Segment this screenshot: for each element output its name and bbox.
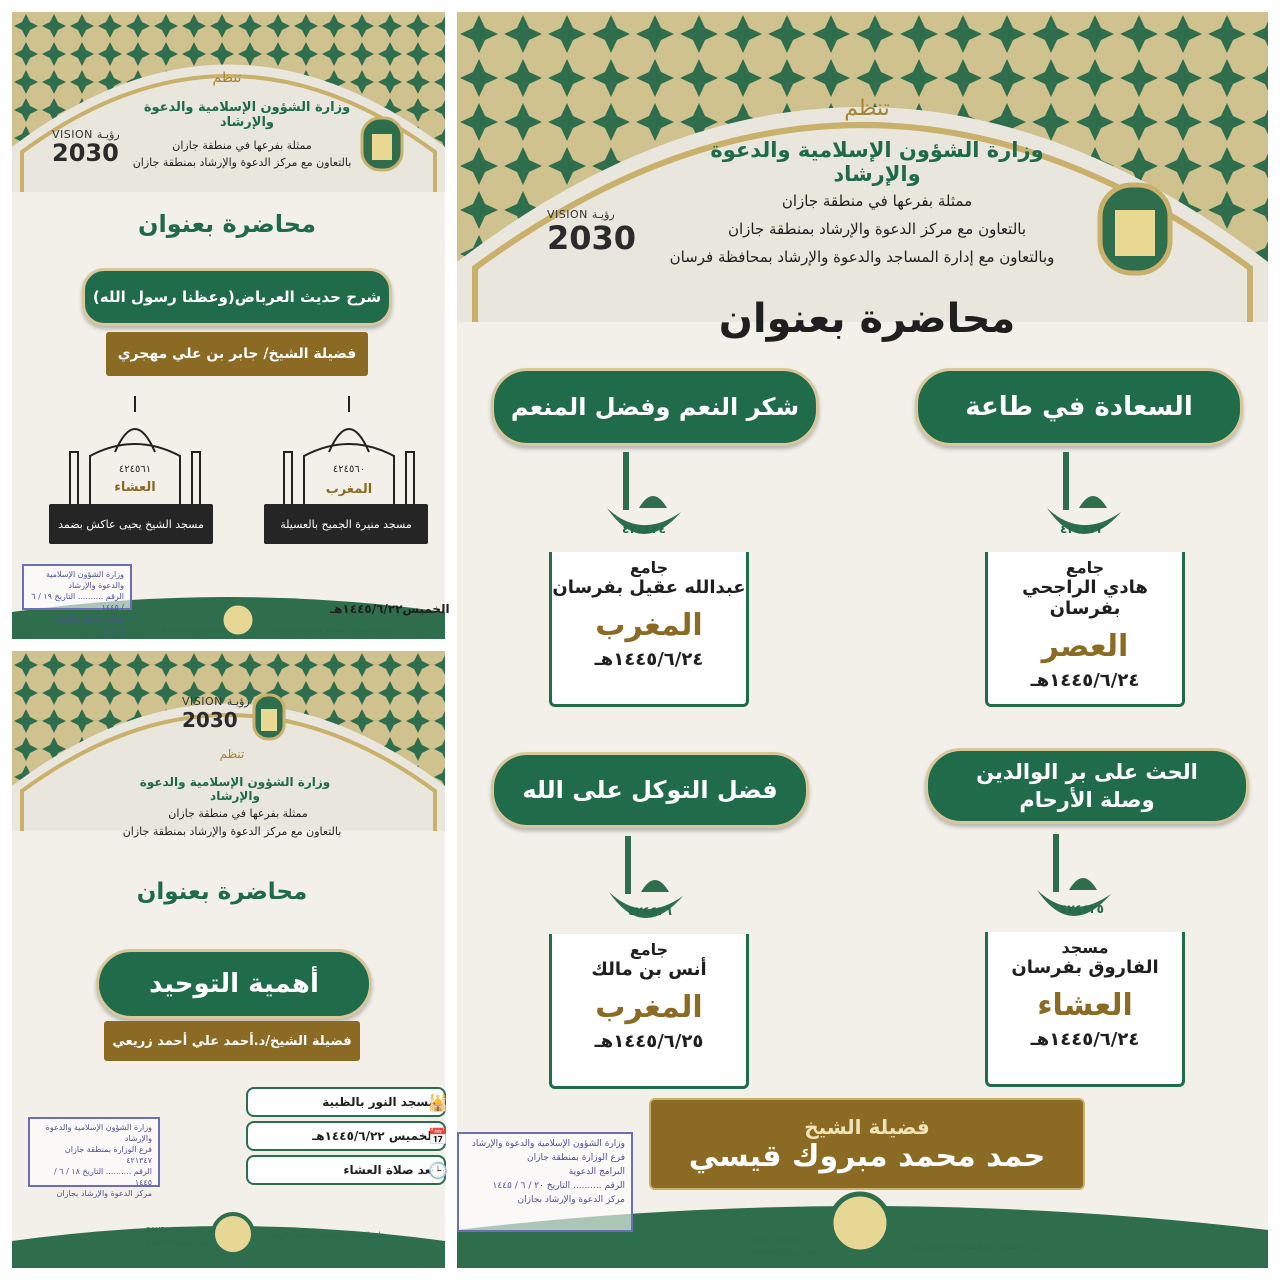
prayer-label: العصر — [1041, 629, 1129, 664]
footer-site: www.moia.gov.sa — [162, 626, 223, 634]
footer-ministry: وزارة الشؤون الإسلامية والدعوة والإرشاد — [907, 1242, 1044, 1251]
topic-pill: شرح حديث العرباض(وعظنا رسول الله) — [82, 268, 392, 326]
ministry-name: وزارة الشؤون الإسلامية والدعوة والإرشاد — [139, 775, 331, 803]
ministry-name: وزارة الشؤون الإسلامية والدعوة والإرشاد — [143, 100, 351, 130]
footer-site: www.moia.gov.sa — [747, 1248, 817, 1257]
approval-stamp: وزارة الشؤون الإسلامية والدعوة والإرشاد فرع الوزارة بمنطقة جازان ٤٢١٣٤٧ الرقم .......... التاريخ ١٨ / ٦ / ١٤٤٥ مركز الدعوة والإرشاد بجازان — [28, 1117, 160, 1187]
mosque-icon: 🕌 — [428, 1093, 448, 1112]
time-row — [246, 1155, 446, 1185]
vision-2030-logo: VISION رؤيـة 2030 — [547, 208, 637, 257]
branch-line: ممثلة بفرعها في منطقة جازان — [168, 807, 308, 820]
lecture-title-pill: فضل التوكل على الله — [491, 752, 809, 828]
date-row — [246, 1121, 446, 1151]
mosque-code: ٤٢٤٤٢٦ — [628, 904, 672, 918]
vision-2030-logo: VISION رؤيـة 2030 — [182, 695, 250, 732]
coop-line: بالتعاون مع مركز الدعوة والإرشاد بمنطقة جازان — [122, 825, 342, 838]
mosque-code: ٤٢٤٥٦١ — [118, 464, 152, 475]
organizes-label: تنظم — [844, 96, 890, 121]
footer-logo — [827, 1190, 893, 1256]
branch-line: ممثلة بفرعها في منطقة جازان — [781, 192, 973, 210]
ministry-logo — [360, 116, 404, 172]
mosque-card: مسجد الشيخ يحيى عاكش بضمد — [49, 504, 213, 544]
footer-handle: SAUDI_MOIA — [747, 1236, 798, 1245]
lecture-heading: محاضرة بعنوان — [136, 879, 308, 905]
poster-1 — [12, 12, 450, 639]
coop-line: بالتعاون مع مركز الدعوة والإرشاد بمنطقة جازان — [132, 156, 352, 169]
poster-2 — [12, 651, 448, 1268]
event-date: ١٤٤٥/٦/٢٤هـ — [1030, 1029, 1140, 1050]
lecture-venue-box — [985, 552, 1185, 707]
venue-name: الفاروق بفرسان — [1011, 957, 1159, 978]
coop-line-1: بالتعاون مع مركز الدعوة والإرشاد بمنطقة جازان — [727, 220, 1027, 238]
approval-stamp: وزارة الشؤون الإسلامية والدعوة والإرشاد الرقم .......... التاريخ ١٩ / ٦ / ١٤٤٥ مركز الدعوة والإرشاد بجازان — [22, 564, 132, 610]
footer-logo — [210, 1211, 256, 1257]
coop-line-2: وبالتعاون مع إدارة المساجد والدعوة والإرشاد بمحافظة فرسان — [669, 248, 1055, 266]
topic-pill: أهمية التوحيد — [96, 949, 372, 1019]
venue-type: جامع — [629, 558, 669, 577]
lecture-title-pill: الحث على بر الوالدين وصلة الأرحام — [925, 748, 1249, 824]
mosque-row — [246, 1087, 446, 1117]
organizes-label: تنظم — [219, 747, 245, 761]
event-date: ١٤٤٥/٦/٢٤هـ — [594, 649, 704, 670]
sheikh-box — [649, 1098, 1085, 1190]
mosque-code: ٤٢٤٥٦٠ — [332, 464, 366, 475]
venue-type: جامع — [629, 940, 669, 959]
prayer-label: العشاء — [1037, 988, 1133, 1023]
lecture-heading: محاضرة بعنوان — [718, 296, 1016, 342]
lecture-heading: محاضرة بعنوان — [138, 210, 316, 238]
prayer-label: المغرب — [325, 482, 373, 497]
lecture-title-pill: شكر النعم وفضل المنعم — [491, 368, 819, 446]
mosque-card: مسجد منيرة الجميح بالعسيلة — [264, 504, 428, 544]
ministry-logo — [1097, 182, 1173, 276]
event-date: الخميس ١٤٤٥/٦/٢٢هـ — [312, 1129, 436, 1143]
approval-stamp: وزارة الشؤون الإسلامية والدعوة والإرشاد فرع الوزارة بمنطقة جازان البرامج الدعوية الرقم .......... التاريخ ٢٠ / ٦ / ١٤٤٥ مركز الدعوة والإرشاد بجازان — [457, 1132, 633, 1232]
sheikh-box: فضيلة الشيخ/ جابر بن علي مهجري — [106, 332, 368, 376]
prayer-label: العشاء — [114, 480, 156, 495]
lecture-venue-box — [985, 932, 1185, 1087]
ministry-name: وزارة الشؤون الإسلامية والدعوة والإرشاد — [710, 138, 1044, 186]
mosque-code: ٤٢٤٤٢٤ — [622, 522, 666, 536]
prayer-label: المغرب — [595, 990, 703, 1025]
mosque-code: ٤٢٤٤٢٥ — [1060, 902, 1104, 916]
branch-line: ممثلة بفرعها في منطقة جازان — [172, 139, 312, 152]
venue-name: أنس بن مالك — [591, 959, 707, 980]
footer-handle: SAUDI_MOIA — [146, 1226, 190, 1234]
event-date: الخميس١٤٤٥/٦/٢٢هـ — [330, 602, 450, 616]
prayer-label: المغرب — [595, 608, 703, 643]
sheikh-box: فضيلة الشيخ/د.أحمد علي أحمد زريعي — [104, 1021, 360, 1061]
venue-name: هادي الراجحي بفرسان — [1022, 577, 1148, 619]
event-date: ١٤٤٥/٦/٢٤هـ — [1030, 670, 1140, 691]
ministry-logo — [252, 693, 286, 741]
lecture-venue-box — [549, 552, 749, 707]
clock-icon: 🕒 — [428, 1161, 448, 1180]
venue-type: جامع — [1065, 558, 1105, 577]
event-date: ١٤٤٥/٦/٢٥هـ — [594, 1031, 704, 1052]
mosque-code: ٤٢٤٤٢٣ — [1060, 522, 1104, 536]
lecture-title-pill: السعادة في طاعة — [915, 368, 1243, 446]
venue-type: مسجد — [1061, 938, 1109, 957]
organizes-label: تنظم — [212, 70, 242, 86]
sheikh-label: فضيلة الشيخ — [804, 1114, 930, 1139]
poster-3 — [457, 12, 1268, 1268]
venue-name: عبدالله عقيل بفرسان — [552, 577, 746, 598]
lecture-venue-box — [549, 934, 749, 1089]
event-time: بعد صلاة العشاء — [343, 1163, 436, 1177]
footer-ministry: وزارة الشؤون الإسلامية والدعوة والإرشاد — [274, 626, 394, 634]
mosque-name: مسجد النور بالظبية — [322, 1095, 436, 1109]
footer-site: www.moia.gov.sa — [146, 1239, 207, 1247]
vision-2030-logo: VISION رؤيـة 2030 — [52, 128, 120, 167]
sheikh-name: حمد محمد مبروك قيسي — [688, 1138, 1046, 1174]
calendar-icon: 📅 — [428, 1127, 448, 1146]
footer-ministry: وزارة الشؤون الإسلامية والدعوة والإرشاد — [268, 1231, 388, 1239]
footer-logo — [220, 602, 256, 638]
